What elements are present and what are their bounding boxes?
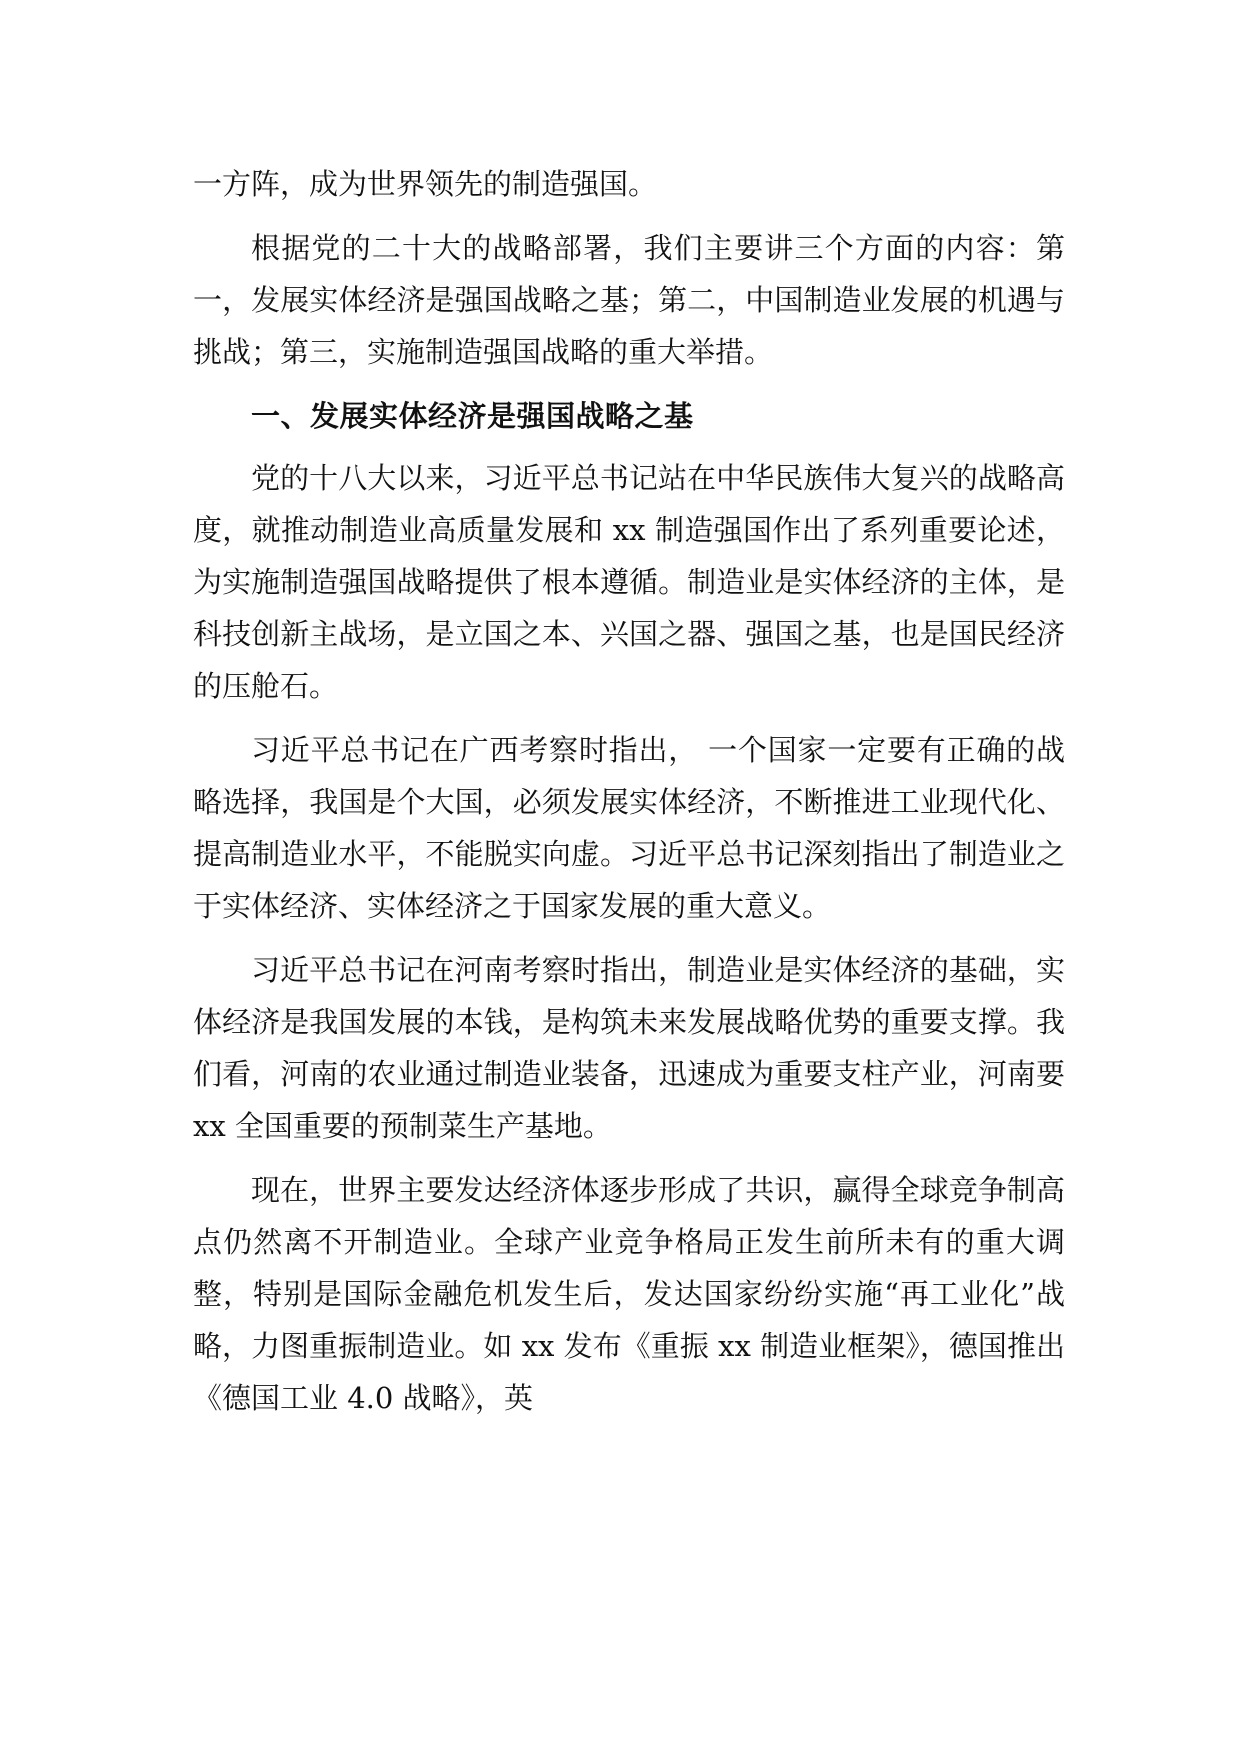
body-paragraph: 党的十八大以来，习近平总书记站在中华民族伟大复兴的战略高度，就推动制造业高质量发展和 xx 制造强国作出了系列重要论述，为实施制造强国战略提供了根本遵循。制造业是实体经济的主体，是科技创新主战场，是立国之本、兴国之器、强国之基，也是国民经济的压舱石。 [193, 461, 1065, 703]
document-body [193, 158, 1065, 1436]
intro-paragraph: 根据党的二十大的战略部署，我们主要讲三个方面的内容：第一，发展实体经济是强国战略之基；第二，中国制造业发展的机遇与挑战；第三，实施制造强国战略的重大举措。 [193, 231, 1065, 369]
body-paragraph: 习近平总书记在广西考察时指出， 一个国家一定要有正确的战略选择，我国是个大国，必须发展实体经济，不断推进工业现代化、提高制造业水平，不能脱实向虚。习近平总书记深刻指出了制造业之于实体经济、实体经济之于国家发展的重大意义。 [193, 733, 1065, 923]
body-paragraph: 习近平总书记在河南考察时指出，制造业是实体经济的基础，实体经济是我国发展的本钱，是构筑未来发展战略优势的重要支撑。我们看，河南的农业通过制造业装备，迅速成为重要支柱产业，河南要xx 全国重要的预制菜生产基地。 [193, 953, 1065, 1143]
section-heading: 一、发展实体经济是强国战略之基 [251, 399, 694, 433]
lead-line: 一方阵，成为世界领先的制造强国。 [193, 167, 658, 201]
body-paragraph: 现在，世界主要发达经济体逐步形成了共识，赢得全球竞争制高点仍然离不开制造业。全球产业竞争格局正发生前所未有的重大调整，特别是国际金融危机发生后，发达国家纷纷实施“再工业化”战略，力图重振制造业。如 xx 发布《重振 xx 制造业框架》，德国推出《德国工业 4.0 战略》，英 [193, 1173, 1065, 1415]
